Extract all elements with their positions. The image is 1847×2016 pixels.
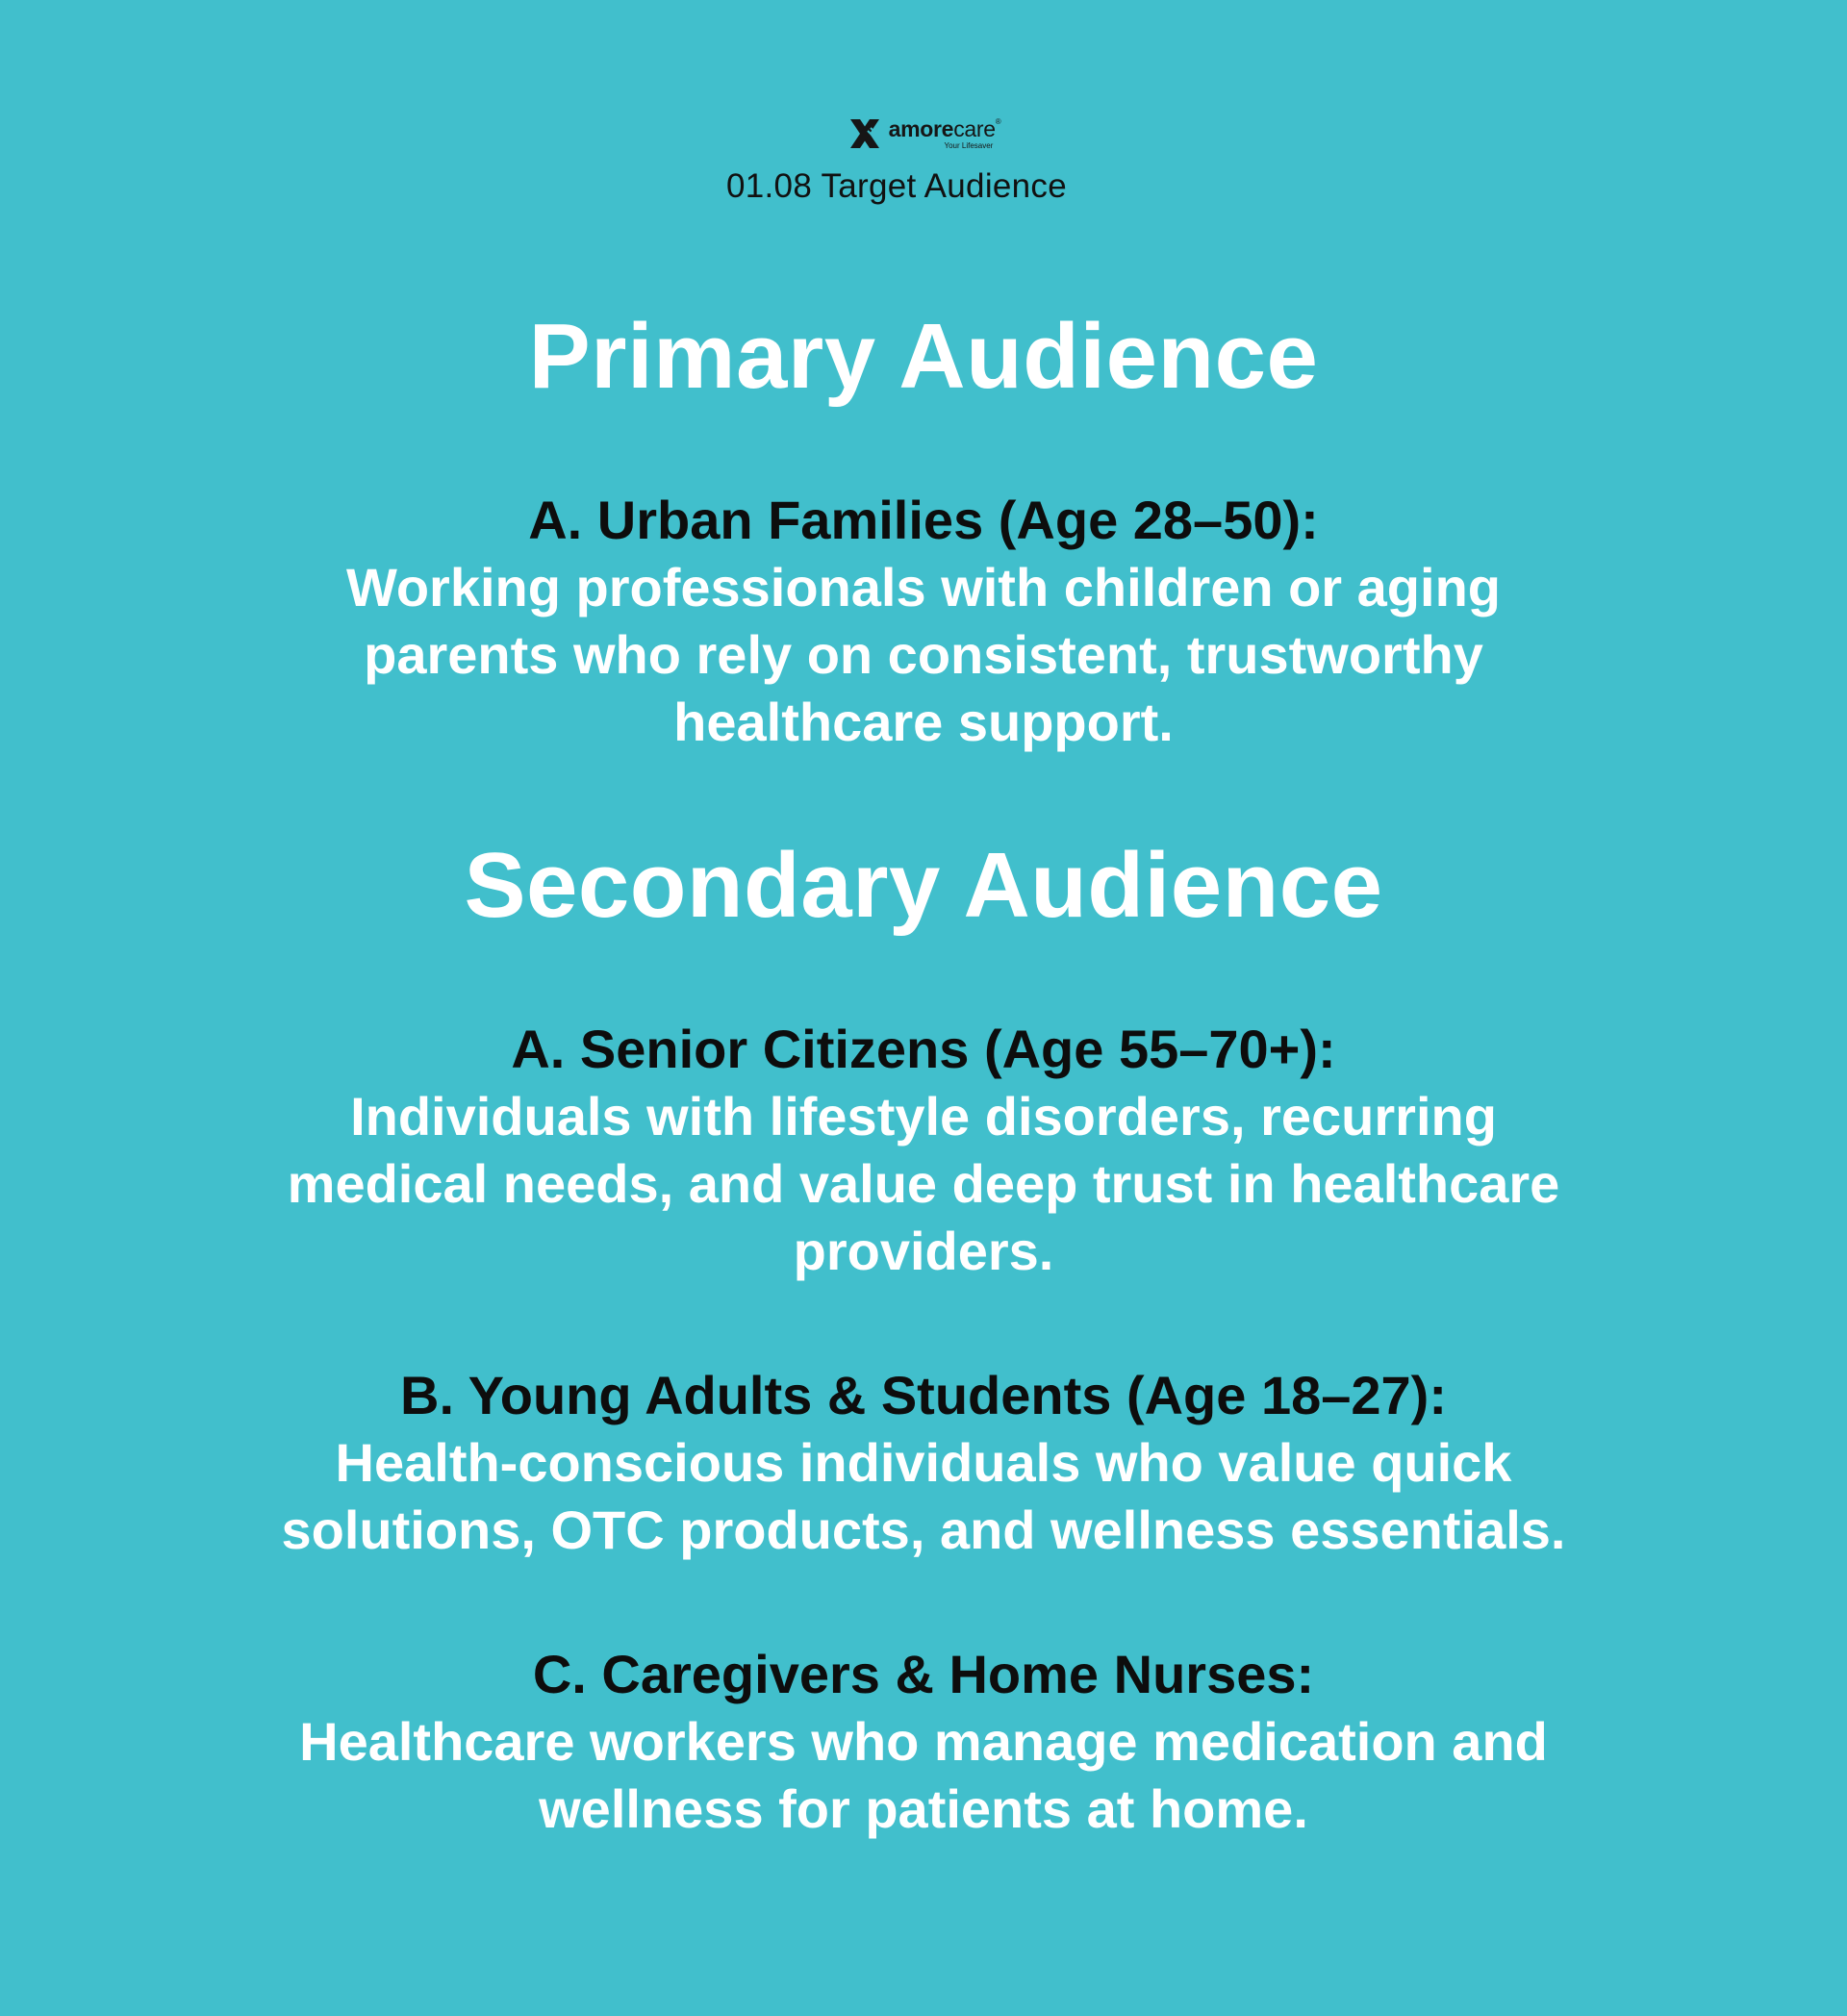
secondary-audience-item bbox=[0, 1641, 1847, 1843]
audience-item-description: Individuals with lifestyle disorders, recurring medical needs, and value deep trust in healthcare providers. bbox=[287, 1086, 1560, 1281]
brand-name-part1: amore bbox=[888, 115, 954, 141]
audience-item-description: Health-conscious individuals who value quick solutions, OTC products, and wellness essentials. bbox=[281, 1432, 1566, 1560]
audience-item-title: B. Young Adults & Students (Age 18–27): bbox=[400, 1365, 1447, 1425]
secondary-audience-item bbox=[0, 1016, 1847, 1285]
audience-item-title: C. Caregivers & Home Nurses: bbox=[532, 1644, 1315, 1704]
audience-item-description: Healthcare workers who manage medication and wellness for patients at home. bbox=[299, 1711, 1548, 1839]
secondary-audience-item bbox=[0, 1362, 1847, 1564]
secondary-audience-heading: Secondary Audience bbox=[464, 834, 1383, 937]
audience-item-title: A. Urban Families (Age 28–50): bbox=[528, 490, 1319, 550]
section-label: 01.08 Target Audience bbox=[726, 167, 1067, 205]
audience-item-description: Working professionals with children or aging parents who rely on consistent, trustworthy healthcare support. bbox=[346, 557, 1501, 752]
primary-audience-item bbox=[0, 487, 1847, 756]
brand-name-part2: care bbox=[953, 115, 996, 141]
primary-audience-heading: Primary Audience bbox=[528, 305, 1319, 408]
brand-x-icon bbox=[847, 117, 883, 150]
brand-tagline: Your Lifesaver bbox=[944, 140, 994, 150]
brand-registered: ® bbox=[995, 116, 1001, 126]
brand-logo bbox=[0, 117, 1847, 150]
audience-item-title: A. Senior Citizens (Age 55–70+): bbox=[511, 1019, 1336, 1079]
brand-wordmark bbox=[888, 115, 1001, 150]
